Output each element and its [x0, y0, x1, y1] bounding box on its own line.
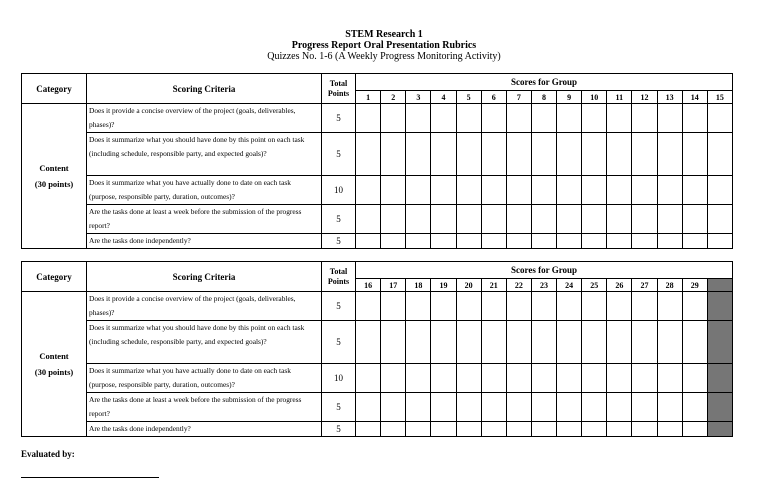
- score-cell[interactable]: [657, 176, 682, 205]
- score-cell[interactable]: [582, 422, 607, 437]
- score-cell[interactable]: [431, 234, 456, 249]
- group-number-cell: 3: [406, 91, 431, 104]
- score-cell[interactable]: [531, 104, 556, 133]
- group-number-cell: 23: [531, 279, 556, 292]
- category-points: (30 points): [34, 367, 74, 377]
- group-number-cell: 12: [632, 91, 657, 104]
- score-cell[interactable]: [406, 205, 431, 234]
- group-number-cell: 19: [431, 279, 456, 292]
- total-points-header: Total Points: [322, 74, 356, 104]
- score-cell[interactable]: [381, 234, 406, 249]
- score-cell[interactable]: [406, 321, 431, 364]
- group-number-cell: 17: [381, 279, 406, 292]
- score-cell[interactable]: [657, 364, 682, 393]
- score-cell[interactable]: [632, 176, 657, 205]
- group-number-cell: 7: [506, 91, 531, 104]
- total-points-value: 5: [322, 104, 356, 133]
- total-points-value: 5: [322, 422, 356, 437]
- score-cell[interactable]: [406, 364, 431, 393]
- document-title: STEM Research 1: [345, 29, 423, 40]
- criteria-text: Are the tasks done at least a week before the submission of the progress report?: [87, 393, 322, 422]
- score-cell[interactable]: [456, 133, 481, 176]
- criteria-row: [22, 176, 733, 205]
- score-cell[interactable]: [657, 393, 682, 422]
- score-cell[interactable]: [481, 205, 506, 234]
- total-points-value: 10: [322, 364, 356, 393]
- score-cell[interactable]: [481, 176, 506, 205]
- score-cell[interactable]: [582, 176, 607, 205]
- score-cell[interactable]: [406, 104, 431, 133]
- score-cell[interactable]: [381, 393, 406, 422]
- score-cell[interactable]: [481, 364, 506, 393]
- score-cell[interactable]: [381, 205, 406, 234]
- criteria-row: [22, 364, 733, 393]
- group-number-cell: 28: [657, 279, 682, 292]
- group-number-cell: 20: [456, 279, 481, 292]
- category-header: Category: [22, 74, 87, 104]
- score-cell[interactable]: [406, 422, 431, 437]
- score-cell[interactable]: [682, 364, 707, 393]
- score-cell[interactable]: [682, 104, 707, 133]
- score-cell[interactable]: [682, 292, 707, 321]
- score-cell[interactable]: [356, 104, 381, 133]
- criteria-text: Does it summarize what you have actually done to date on each task (purpose, responsible party, duration, outcomes)?: [87, 364, 322, 393]
- group-number-cell: 29: [682, 279, 707, 292]
- total-points-value: 5: [322, 393, 356, 422]
- score-cell[interactable]: [607, 133, 632, 176]
- score-cell[interactable]: [531, 292, 556, 321]
- group-number-cell: 1: [356, 91, 381, 104]
- score-cell[interactable]: [682, 321, 707, 364]
- score-cell[interactable]: [582, 321, 607, 364]
- score-cell[interactable]: [557, 393, 582, 422]
- score-cell[interactable]: [356, 234, 381, 249]
- score-cell[interactable]: [657, 104, 682, 133]
- criteria-text: Does it summarize what you have actually done to date on each task (purpose, responsible party, duration, outcomes)?: [87, 176, 322, 205]
- scores-for-group-header: Scores for Group: [356, 262, 733, 279]
- score-cell[interactable]: [607, 292, 632, 321]
- score-cell[interactable]: [682, 234, 707, 249]
- score-cell[interactable]: [557, 176, 582, 205]
- criteria-text: Does it provide a concise overview of the project (goals, deliverables, phases)?: [87, 104, 322, 133]
- score-cell[interactable]: [381, 104, 406, 133]
- score-cell[interactable]: [531, 422, 556, 437]
- criteria-text: Are the tasks done independently?: [87, 234, 322, 249]
- score-cell[interactable]: [657, 234, 682, 249]
- score-cell[interactable]: [456, 292, 481, 321]
- score-cell[interactable]: [431, 321, 456, 364]
- total-points-value: 10: [322, 176, 356, 205]
- score-cell[interactable]: [582, 104, 607, 133]
- group-number-cell: 21: [481, 279, 506, 292]
- score-cell[interactable]: [431, 104, 456, 133]
- score-cell[interactable]: [456, 104, 481, 133]
- score-cell[interactable]: [506, 292, 531, 321]
- criteria-row: [22, 133, 733, 176]
- score-cell[interactable]: [481, 234, 506, 249]
- score-cell[interactable]: [356, 205, 381, 234]
- score-cell[interactable]: [456, 393, 481, 422]
- evaluated-by-label: Evaluated by:: [21, 449, 75, 459]
- score-cell[interactable]: [506, 205, 531, 234]
- score-cell[interactable]: [406, 133, 431, 176]
- score-cell[interactable]: [707, 234, 732, 249]
- group-number-cell: [707, 279, 732, 292]
- score-cell[interactable]: [506, 104, 531, 133]
- group-number-cell: 2: [381, 91, 406, 104]
- score-cell[interactable]: [356, 364, 381, 393]
- group-number-cell: 9: [557, 91, 582, 104]
- score-cell[interactable]: [682, 133, 707, 176]
- score-cell[interactable]: [531, 393, 556, 422]
- score-cell[interactable]: [456, 321, 481, 364]
- score-cell[interactable]: [506, 176, 531, 205]
- score-cell[interactable]: [657, 133, 682, 176]
- score-cell[interactable]: [657, 292, 682, 321]
- score-cell[interactable]: [707, 205, 732, 234]
- category-name: Content: [39, 351, 69, 361]
- group-number-cell: 6: [481, 91, 506, 104]
- score-cell[interactable]: [506, 422, 531, 437]
- score-cell[interactable]: [481, 393, 506, 422]
- scores-for-group-header: Scores for Group: [356, 74, 733, 91]
- score-cell[interactable]: [632, 364, 657, 393]
- score-cell[interactable]: [682, 205, 707, 234]
- score-cell[interactable]: [531, 133, 556, 176]
- score-cell[interactable]: [632, 234, 657, 249]
- score-cell[interactable]: [707, 422, 732, 437]
- score-cell[interactable]: [582, 364, 607, 393]
- score-cell[interactable]: [456, 205, 481, 234]
- score-cell[interactable]: [557, 234, 582, 249]
- criteria-header: Scoring Criteria: [87, 262, 322, 292]
- score-cell[interactable]: [682, 393, 707, 422]
- score-cell[interactable]: [682, 176, 707, 205]
- score-cell[interactable]: [582, 393, 607, 422]
- score-cell[interactable]: [406, 176, 431, 205]
- score-cell[interactable]: [481, 133, 506, 176]
- score-cell[interactable]: [456, 364, 481, 393]
- score-cell[interactable]: [356, 133, 381, 176]
- score-cell[interactable]: [456, 176, 481, 205]
- score-cell[interactable]: [557, 205, 582, 234]
- criteria-text: Does it summarize what you should have done by this point on each task (including schedule, responsible party, and expected goals)?: [87, 321, 322, 364]
- score-cell[interactable]: [632, 104, 657, 133]
- group-number-cell: 15: [707, 91, 732, 104]
- score-cell[interactable]: [431, 422, 456, 437]
- criteria-text: Does it summarize what you should have done by this point on each task (including schedule, responsible party, and expected goals)?: [87, 133, 322, 176]
- score-cell[interactable]: [431, 133, 456, 176]
- score-cell[interactable]: [632, 321, 657, 364]
- score-cell[interactable]: [481, 104, 506, 133]
- total-points-value: 5: [322, 133, 356, 176]
- score-cell[interactable]: [381, 321, 406, 364]
- score-cell[interactable]: [707, 393, 732, 422]
- criteria-row: [22, 205, 733, 234]
- score-cell[interactable]: [481, 422, 506, 437]
- score-cell[interactable]: [506, 364, 531, 393]
- group-number-cell: 26: [607, 279, 632, 292]
- score-cell[interactable]: [607, 176, 632, 205]
- score-cell[interactable]: [406, 292, 431, 321]
- score-cell[interactable]: [657, 422, 682, 437]
- score-cell[interactable]: [431, 176, 456, 205]
- signature-line: [21, 477, 159, 478]
- score-cell[interactable]: [456, 234, 481, 249]
- score-cell[interactable]: [381, 176, 406, 205]
- score-cell[interactable]: [356, 422, 381, 437]
- score-cell[interactable]: [582, 133, 607, 176]
- score-cell[interactable]: [356, 321, 381, 364]
- score-cell[interactable]: [707, 364, 732, 393]
- score-cell[interactable]: [632, 133, 657, 176]
- score-cell[interactable]: [356, 292, 381, 321]
- score-cell[interactable]: [607, 205, 632, 234]
- score-cell[interactable]: [707, 104, 732, 133]
- score-cell[interactable]: [707, 176, 732, 205]
- score-cell[interactable]: [506, 133, 531, 176]
- score-cell[interactable]: [657, 321, 682, 364]
- group-number-cell: 13: [657, 91, 682, 104]
- score-cell[interactable]: [456, 422, 481, 437]
- score-cell[interactable]: [607, 393, 632, 422]
- criteria-row: [22, 234, 733, 249]
- group-number-cell: 22: [506, 279, 531, 292]
- criteria-text: Are the tasks done at least a week before the submission of the progress report?: [87, 205, 322, 234]
- score-cell[interactable]: [657, 205, 682, 234]
- score-cell[interactable]: [607, 234, 632, 249]
- score-cell[interactable]: [481, 321, 506, 364]
- score-cell[interactable]: [607, 104, 632, 133]
- score-cell[interactable]: [557, 422, 582, 437]
- score-cell[interactable]: [506, 393, 531, 422]
- score-cell[interactable]: [557, 133, 582, 176]
- group-number-cell: 27: [632, 279, 657, 292]
- score-cell[interactable]: [707, 133, 732, 176]
- document-subheading: Quizzes No. 1-6 (A Weekly Progress Monitoring Activity): [267, 51, 501, 62]
- score-cell[interactable]: [607, 422, 632, 437]
- group-number-cell: 10: [582, 91, 607, 104]
- score-cell[interactable]: [431, 393, 456, 422]
- score-cell[interactable]: [531, 205, 556, 234]
- score-cell[interactable]: [531, 321, 556, 364]
- score-cell[interactable]: [356, 176, 381, 205]
- score-cell[interactable]: [682, 422, 707, 437]
- category-points: (30 points): [34, 179, 74, 189]
- group-number-cell: 18: [406, 279, 431, 292]
- criteria-row: [22, 321, 733, 364]
- criteria-row: [22, 292, 733, 321]
- score-cell[interactable]: [481, 292, 506, 321]
- rubric-table-groups-16-29: [21, 261, 733, 437]
- group-number-cell: 24: [557, 279, 582, 292]
- score-cell[interactable]: [406, 234, 431, 249]
- score-cell[interactable]: [431, 364, 456, 393]
- score-cell[interactable]: [356, 393, 381, 422]
- score-cell[interactable]: [632, 292, 657, 321]
- group-number-cell: 16: [356, 279, 381, 292]
- score-cell[interactable]: [431, 205, 456, 234]
- total-points-value: 5: [322, 205, 356, 234]
- document-subtitle: Progress Report Oral Presentation Rubrics: [291, 40, 477, 51]
- score-cell[interactable]: [607, 321, 632, 364]
- score-cell[interactable]: [557, 292, 582, 321]
- score-cell[interactable]: [531, 176, 556, 205]
- score-cell[interactable]: [381, 292, 406, 321]
- total-points-header: Total Points: [322, 262, 356, 292]
- group-number-cell: 11: [607, 91, 632, 104]
- score-cell[interactable]: [531, 364, 556, 393]
- score-cell[interactable]: [381, 133, 406, 176]
- criteria-text: Are the tasks done independently?: [87, 422, 322, 437]
- score-cell[interactable]: [557, 321, 582, 364]
- group-number-cell: 25: [582, 279, 607, 292]
- total-points-value: 5: [322, 321, 356, 364]
- criteria-text: Does it provide a concise overview of the project (goals, deliverables, phases)?: [87, 292, 322, 321]
- score-cell[interactable]: [431, 292, 456, 321]
- criteria-header: Scoring Criteria: [87, 74, 322, 104]
- category-name: Content: [39, 163, 69, 173]
- criteria-row: [22, 422, 733, 437]
- score-cell[interactable]: [632, 422, 657, 437]
- group-number-cell: 4: [431, 91, 456, 104]
- score-cell[interactable]: [582, 205, 607, 234]
- score-cell[interactable]: [406, 393, 431, 422]
- score-cell[interactable]: [632, 205, 657, 234]
- criteria-row: [22, 104, 733, 133]
- group-number-cell: 5: [456, 91, 481, 104]
- category-cell: [22, 292, 87, 437]
- score-cell[interactable]: [381, 364, 406, 393]
- score-cell[interactable]: [506, 234, 531, 249]
- score-cell[interactable]: [381, 422, 406, 437]
- score-cell[interactable]: [531, 234, 556, 249]
- score-cell[interactable]: [506, 321, 531, 364]
- score-cell[interactable]: [582, 234, 607, 249]
- score-cell[interactable]: [557, 364, 582, 393]
- score-cell[interactable]: [582, 292, 607, 321]
- total-points-value: 5: [322, 234, 356, 249]
- total-points-value: 5: [322, 292, 356, 321]
- group-number-cell: 8: [531, 91, 556, 104]
- score-cell[interactable]: [707, 292, 732, 321]
- score-cell[interactable]: [707, 321, 732, 364]
- rubric-table-groups-1-15: [21, 73, 733, 249]
- criteria-row: [22, 393, 733, 422]
- score-cell[interactable]: [632, 393, 657, 422]
- category-cell: [22, 104, 87, 249]
- score-cell[interactable]: [607, 364, 632, 393]
- group-number-cell: 14: [682, 91, 707, 104]
- category-header: Category: [22, 262, 87, 292]
- score-cell[interactable]: [557, 104, 582, 133]
